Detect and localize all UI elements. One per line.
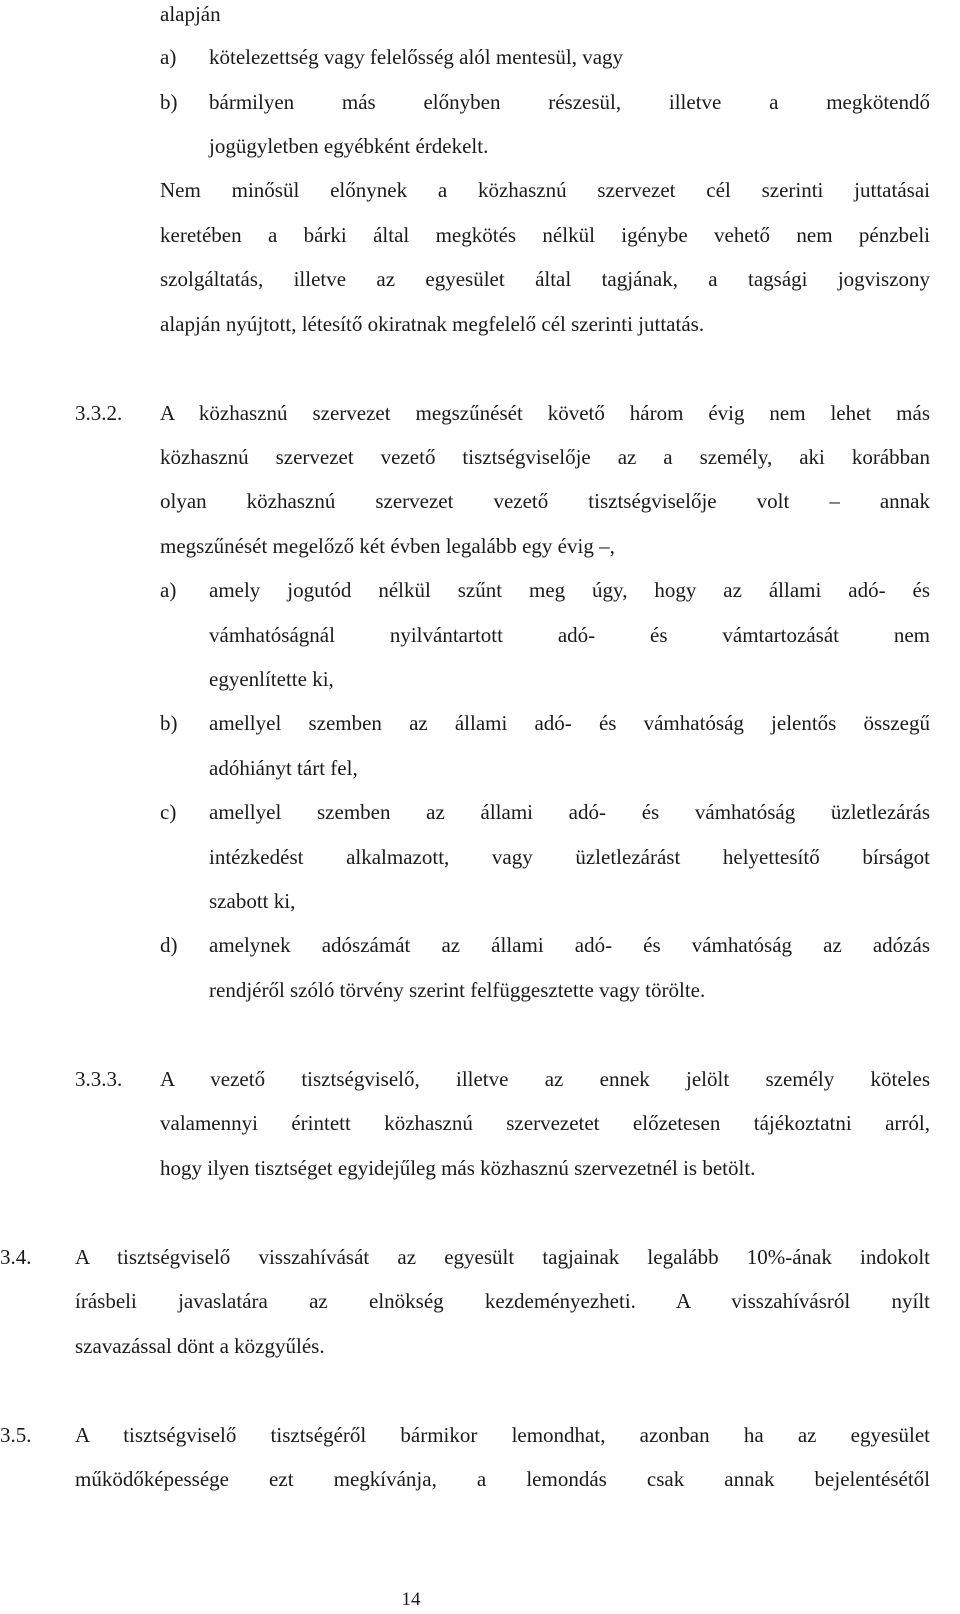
section-number: 3.3.2. — [75, 401, 123, 425]
list-item-text: intézkedést alkalmazott, vagy üzletlezárást helyettesítő bírságot — [209, 845, 930, 869]
paragraph-line: megszűnését megelőző két évben legalább egy évig –, — [160, 534, 615, 558]
list-marker: b) — [160, 711, 178, 735]
paragraph-line: A tisztségviselő tisztségéről bármikor lemondhat, azonban ha az egyesület — [75, 1423, 930, 1447]
list-item-text: amellyel szemben az állami adó- és vámhatóság üzletlezárás — [209, 800, 930, 824]
text-line: alapján — [160, 2, 221, 26]
page-number: 14 — [401, 1589, 421, 1610]
paragraph-line: A közhasznú szervezet megszűnését követő három évig nem lehet más — [160, 401, 930, 425]
paragraph-line: szolgáltatás, illetve az egyesület által tagjának, a tagsági jogviszony — [160, 267, 930, 291]
list-item-text: adóhiányt tárt fel, — [209, 756, 358, 780]
paragraph-line: A tisztségviselő visszahívását az egyesült tagjainak legalább 10%-ának indokolt — [75, 1245, 930, 1269]
list-item-text: rendjéről szóló törvény szerint felfüggesztette vagy törölte. — [209, 978, 706, 1002]
section-number: 3.4. — [0, 1245, 32, 1269]
list-item-text: kötelezettség vagy felelősség alól mentesül, vagy — [209, 45, 624, 69]
list-marker: a) — [160, 45, 177, 69]
list-marker: c) — [160, 800, 177, 824]
list-item-text: amely jogutód nélkül szűnt meg úgy, hogy az állami adó- és — [209, 578, 930, 602]
paragraph-line: Nem minősül előnynek a közhasznú szervezet cél szerinti juttatásai — [160, 178, 930, 202]
paragraph-line: olyan közhasznú szervezet vezető tisztségviselője volt – annak — [160, 489, 930, 513]
paragraph-line: közhasznú szervezet vezető tisztségviselője az a személy, aki korábban — [160, 445, 930, 469]
list-item-text: amelynek adószámát az állami adó- és vámhatóság az adózás — [209, 933, 930, 957]
section-number: 3.3.3. — [75, 1067, 123, 1091]
list-marker: d) — [160, 933, 178, 957]
list-item-text: bármilyen más előnyben részesül, illetve a megkötendő — [209, 90, 930, 114]
paragraph-line: A vezető tisztségviselő, illetve az ennek jelölt személy köteles — [160, 1067, 930, 1091]
paragraph-line: működőképessége ezt megkívánja, a lemondás csak annak bejelentésétől — [75, 1467, 930, 1491]
list-item-text: amellyel szemben az állami adó- és vámhatóság jelentős összegű — [209, 711, 930, 735]
section-number: 3.5. — [0, 1423, 32, 1447]
list-item-text: vámhatóságnál nyilvántartott adó- és vámtartozását nem — [209, 623, 930, 647]
list-item-text: szabott ki, — [209, 889, 296, 913]
paragraph-line: szavazással dönt a közgyűlés. — [75, 1334, 325, 1358]
paragraph-line: hogy ilyen tisztséget egyidejűleg más közhasznú szervezetnél is betölt. — [160, 1156, 756, 1180]
paragraph-line: alapján nyújtott, létesítő okiratnak megfelelő cél szerinti juttatás. — [160, 312, 705, 336]
list-item-text: egyenlítette ki, — [209, 667, 334, 691]
list-marker: a) — [160, 578, 177, 602]
paragraph-line: keretében a bárki által megkötés nélkül igénybe vehető nem pénzbeli — [160, 223, 930, 247]
paragraph-line: írásbeli javaslatára az elnökség kezdeményezheti. A visszahívásról nyílt — [75, 1289, 930, 1313]
list-marker: b) — [160, 90, 178, 114]
paragraph-line: valamennyi érintett közhasznú szervezetet előzetesen tájékoztatni arról, — [160, 1111, 930, 1135]
list-item-text: jogügyletben egyébként érdekelt. — [209, 134, 489, 158]
